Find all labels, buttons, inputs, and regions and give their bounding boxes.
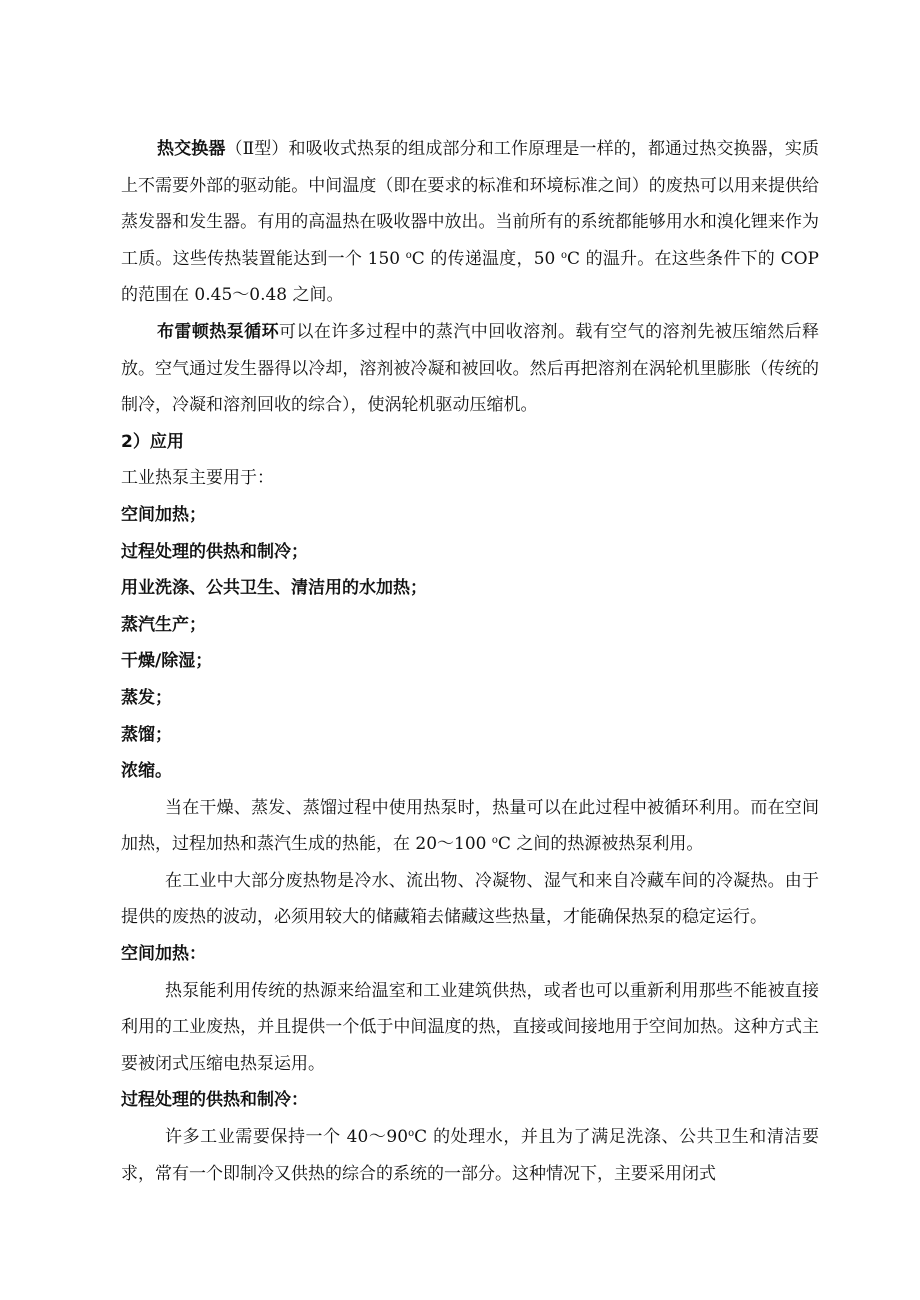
paragraph-text: 许多工业需要保持一个 40～90: [165, 1127, 409, 1148]
subheading-space-heating: 空间加热：: [121, 944, 206, 965]
list-item: 浓缩。: [121, 761, 172, 782]
list-item: 空间加热；: [121, 504, 206, 525]
paragraph-brayton-cycle: [121, 314, 819, 424]
list-item: 用业洗涤、公共卫生、清洁用的水加热；: [121, 578, 427, 599]
term-brayton-cycle: 布雷顿热泵循环: [157, 321, 280, 342]
degree-symbol: o: [560, 249, 567, 261]
paragraph-text: C 的温升。在这些条件下的 COP 的范围在 0.45～0.48 之间。: [121, 248, 819, 306]
list-item: 蒸发；: [121, 687, 172, 708]
degree-symbol: o: [405, 249, 412, 261]
paragraph-waste-heat: 在工业中大部分废热物是冷水、流出物、冷凝物、湿气和来自冷藏车间的冷凝热。由于提供的废热的波动，必须用较大的储藏箱去储藏这些热量，才能确保热泵的稳定运行。: [121, 870, 819, 928]
uses-intro: 工业热泵主要用于：: [121, 468, 274, 489]
paragraph-text: （Ⅱ型）和吸收式热泵的组成部分和工作原理是一样的，都通过热交换器，实质上不需要外部的驱动能。中间温度（即在要求的标准和环境标准之间）的废热可以用来提供给蒸发器和发生器。有用的高温热在吸收器中放出。当前所有的系统都能够用水和溴化锂来作为工质。这些传热装置能达到一个 150: [121, 139, 819, 269]
subheading-process-heating: 过程处理的供热和制冷：: [121, 1090, 308, 1111]
paragraph-text: C 的处理水，并且为了满足洗涤、公共卫生和清洁要求，常有一个即制冷又供热的综合的系统的一部分。这种情况下，主要采用闭式: [121, 1127, 819, 1184]
document-page: [121, 131, 819, 1192]
degree-symbol: o: [491, 835, 498, 847]
paragraph-text: C 的传递温度，50: [411, 248, 561, 269]
uses-list: [121, 497, 819, 790]
paragraph-text: 当在干燥、蒸发、蒸馏过程中使用热泵时，热量可以在此过程中被循环利用。而在空间加热，过程加热和蒸汽生成的热能，在 20～100: [121, 797, 819, 855]
paragraph-drying-evaporation: [121, 790, 819, 863]
paragraph-text: C 之间的热源被热泵利用。: [497, 834, 704, 855]
degree-symbol: o: [408, 1128, 415, 1140]
term-heat-exchanger: 热交换器: [157, 139, 226, 159]
section-heading: 2）应用: [121, 431, 184, 452]
paragraph-process-heating: [121, 1119, 819, 1192]
list-item: 过程处理的供热和制冷；: [121, 541, 308, 562]
list-item: 蒸馏；: [121, 724, 172, 745]
paragraph-text: 可以在许多过程中的蒸汽中回收溶剂。载有空气的溶剂先被压缩然后释放。空气通过发生器得以冷却，溶剂被冷凝和被回收。然后再把溶剂在涡轮机里膨胀（传统的制冷，冷凝和溶剂回收的综合），使涡轮机驱动压缩机。: [121, 321, 820, 416]
list-item: 干燥/除湿；: [121, 651, 213, 672]
paragraph-heat-exchanger: [121, 131, 819, 314]
list-item: 蒸汽生产；: [121, 614, 206, 635]
paragraph-space-heating: 热泵能利用传统的热源来给温室和工业建筑供热，或者也可以重新利用那些不能被直接利用的工业废热，并且提供一个低于中间温度的热，直接或间接地用于空间加热。这种方式主要被闭式压缩电热泵运用。: [121, 980, 819, 1074]
